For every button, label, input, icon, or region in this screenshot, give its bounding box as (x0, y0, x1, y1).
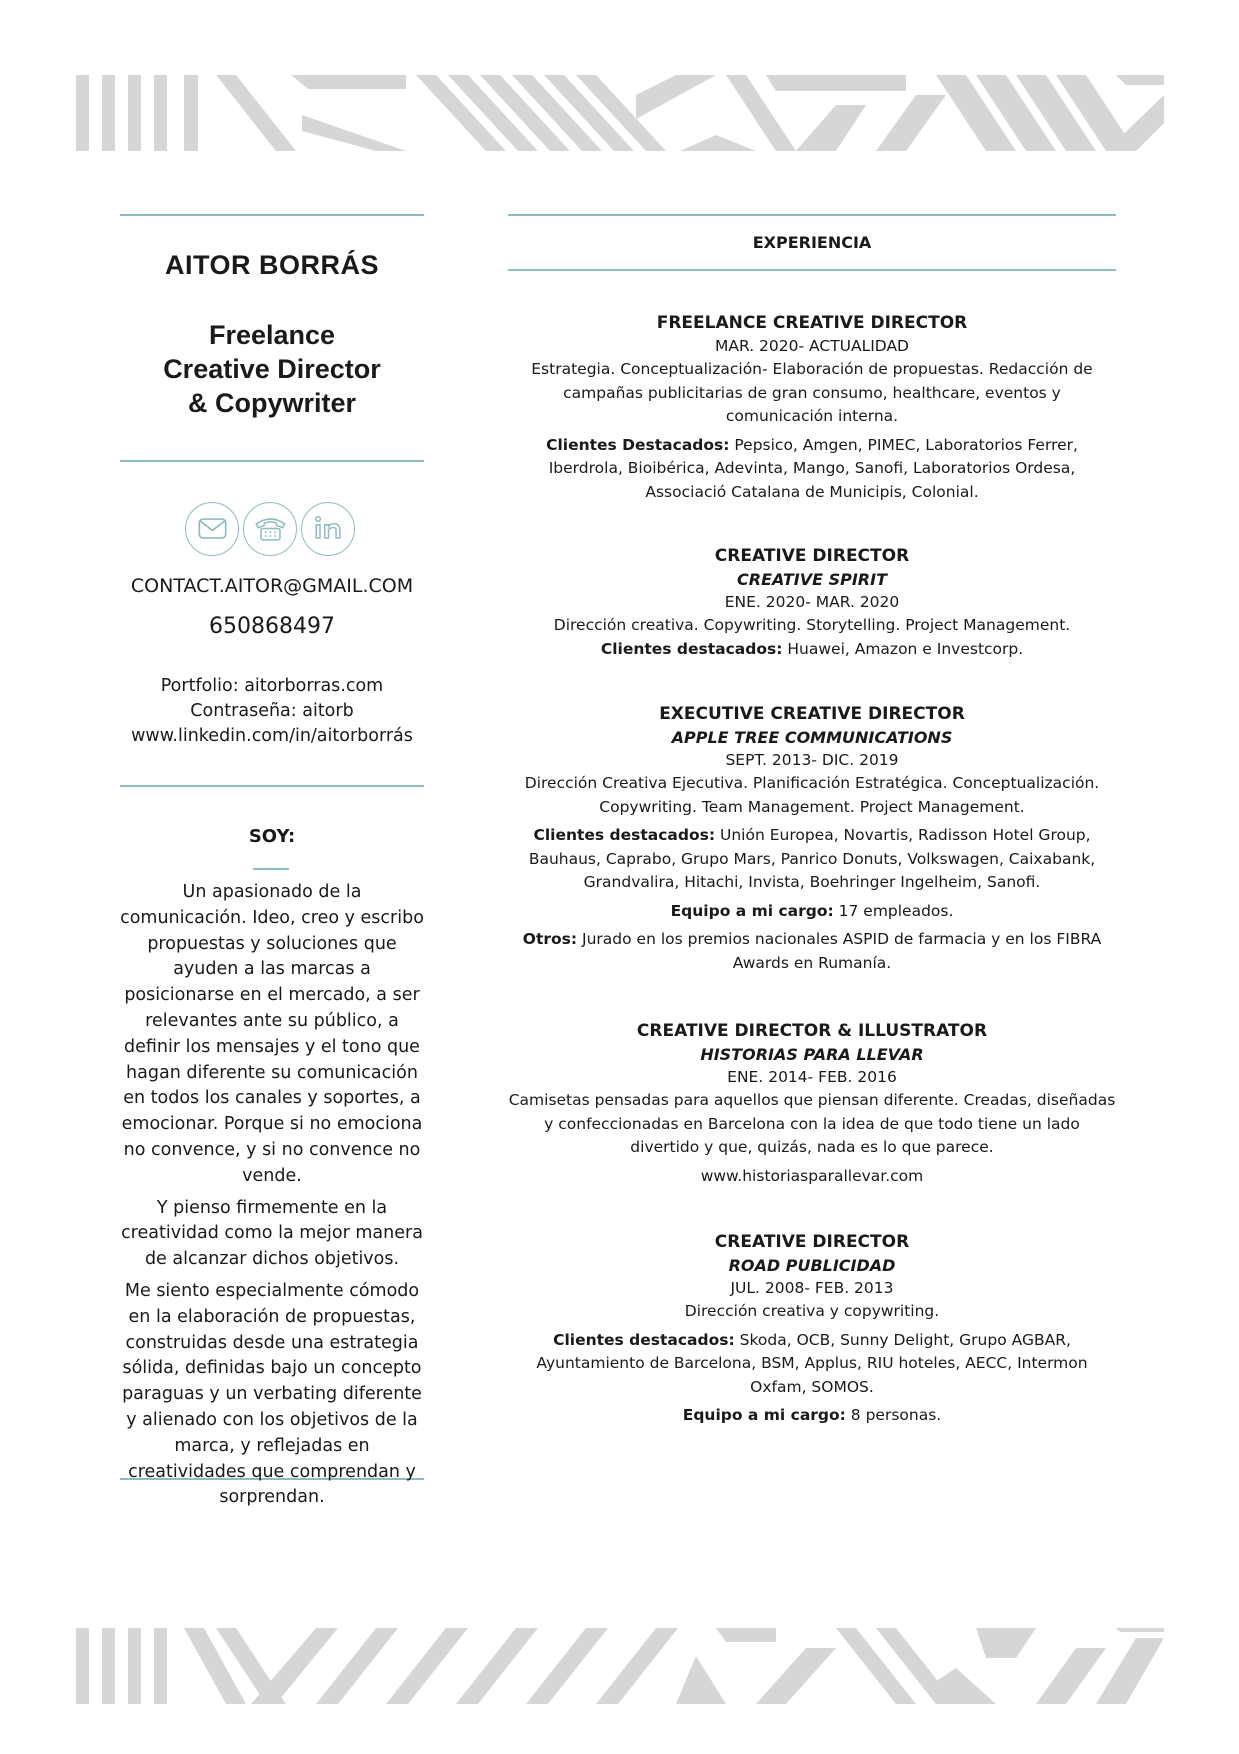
clients-label: Clientes destacados: (533, 826, 716, 844)
job-clients (508, 434, 1116, 505)
clients-list: Unión Europea, Novartis, Radisson Hotel Group, Bauhaus, Caprabo, Grupo Mars, Panrico Donuts, Volkswagen, Caixabank, Grandvalira, Hitachi, Invista, Boehringer Ingelheim, Sanofi. (528, 826, 1096, 891)
other-label: Otros: (522, 930, 578, 948)
profile-name: AITOR BORRÁS (164, 250, 379, 280)
team-label: Equipo a mi cargo: (670, 901, 834, 920)
linkedin-icon[interactable] (301, 502, 355, 556)
job-title: CREATIVE DIRECTOR (714, 1232, 910, 1252)
contact-email[interactable]: CONTACT.AITOR@GMAIL.COM (130, 575, 414, 597)
job-title: CREATIVE DIRECTOR (714, 546, 910, 566)
left-rule-top (120, 214, 424, 216)
job-website[interactable]: www.historiasparallevar.com (700, 1166, 924, 1185)
contact-phone[interactable]: 650868497 (209, 614, 335, 639)
contact-icons (185, 502, 359, 562)
job-entry (508, 1020, 1116, 1188)
team-size: 8 personas. (845, 1406, 942, 1424)
team-label: Equipo a mi cargo: (682, 1406, 846, 1424)
profile-role (120, 318, 424, 420)
job-other (508, 928, 1116, 975)
job-clients (508, 1329, 1116, 1400)
clients-list: Huawei, Amazon e Investcorp. (782, 639, 1024, 658)
job-title: CREATIVE DIRECTOR & ILLUSTRATOR (636, 1021, 988, 1041)
job-company: APPLE TREE COMMUNICATIONS (671, 728, 953, 747)
clients-list: Pepsico, Amgen, PIMEC, Laboratorios Ferrer, Iberdrola, Bioibérica, Adevinta, Mango, Sanofi, Laboratorios Ordesa, Associació Catalana de Municipis, Colonial. (548, 435, 1078, 501)
about-text (118, 880, 426, 1517)
job-description: Dirección Creativa Ejecutiva. Planificación Estratégica. Conceptualización. Copywriting. Team Management. Project Management. (524, 774, 1100, 816)
about-paragraph: Me siento especialmente cómodo en la elaboración de propuestas, construidas desde una estrategia sólida, definidas bajo un concepto paraguas y un verbating diferente y alienado con los objetivos de la marca, y reflejadas en creatividades que comprendan y sorprendan. (122, 1280, 422, 1508)
job-clients (508, 824, 1116, 895)
about-paragraph: Un apasionado de la comunicación. Ideo, creo y escribo propuestas y soluciones que ayuden a las marcas a posicionarse en el mercado, a ser relevantes ante su público, a definir los mensajes y el tono que hagan diferente su comunicación en todos los canales y soportes, a emocionar. Porque si no emociona no convence, y si no convence no vende. (120, 882, 424, 1186)
job-description: Dirección creativa y copywriting. (684, 1302, 940, 1320)
about-paragraph: Y pienso firmemente en la creatividad como la mejor manera de alcanzar dichos objetivos. (121, 1197, 423, 1270)
left-rule-3 (120, 785, 424, 787)
right-rule-top (508, 214, 1116, 216)
phone-icon[interactable] (243, 502, 297, 556)
mail-icon[interactable] (185, 502, 239, 556)
right-rule-2 (508, 269, 1116, 271)
role-line: & Copywriter (187, 388, 357, 418)
top-stripe-band (76, 75, 1164, 151)
job-clients (508, 638, 1116, 662)
role-line: Freelance (208, 320, 336, 350)
other-text: Jurado en los premios nacionales ASPID de farmacia y en los FIBRA Awards en Rumanía. (577, 930, 1102, 972)
job-dates: SEPT. 2013- DIC. 2019 (725, 751, 899, 769)
team-size: 17 empleados. (833, 901, 954, 920)
job-company: CREATIVE SPIRIT (737, 570, 887, 589)
job-company: ROAD PUBLICIDAD (728, 1256, 896, 1275)
job-entry (508, 545, 1116, 661)
about-heading: SOY: (248, 826, 296, 847)
job-team (508, 900, 1116, 924)
contact-links (120, 674, 424, 749)
job-company: HISTORIAS PARA LLEVAR (700, 1045, 924, 1064)
job-entry (508, 1231, 1116, 1428)
clients-label: Clientes destacados: (553, 1330, 735, 1349)
job-entry (508, 703, 1116, 975)
job-dates: ENE. 2020- MAR. 2020 (724, 593, 900, 611)
clients-list: Skoda, OCB, Sunny Delight, Grupo AGBAR, Ayuntamiento de Barcelona, BSM, Applus, RIU hoteles, AECC, Intermon Oxfam, SOMOS. (536, 1330, 1088, 1396)
linkedin-link[interactable]: www.linkedin.com/in/aitorborrás (131, 726, 413, 746)
left-rule-2 (120, 460, 424, 462)
job-description: Dirección creativa. Copywriting. Storytelling. Project Management. (553, 616, 1071, 634)
about-divider (253, 868, 289, 870)
job-description: Camisetas pensadas para aquellos que piensan diferente. Creadas, diseñadas y confeccionadas en Barcelona con la idea de que todo tiene un lado divertido y que, quizás, nada es lo que parece. (508, 1091, 1116, 1156)
job-entry (508, 312, 1116, 504)
experience-heading: EXPERIENCIA (752, 233, 872, 252)
job-title: EXECUTIVE CREATIVE DIRECTOR (659, 704, 965, 724)
bottom-stripe-band (76, 1628, 1164, 1704)
portfolio-password: Contraseña: aitorb (190, 701, 354, 721)
job-dates: ENE. 2014- FEB. 2016 (727, 1068, 897, 1086)
job-dates: MAR. 2020- ACTUALIDAD (715, 337, 909, 355)
job-description: Estrategia. Conceptualización- Elaboración de propuestas. Redacción de campañas publicitarias de gran consumo, healthcare, eventos y comunicación interna. (531, 360, 1093, 425)
clients-label: Clientes Destacados: (546, 435, 730, 454)
job-title: FREELANCE CREATIVE DIRECTOR (656, 313, 968, 333)
job-team (508, 1404, 1116, 1428)
job-dates: JUL. 2008- FEB. 2013 (730, 1279, 894, 1297)
role-line: Creative Director (163, 354, 381, 384)
clients-label: Clientes destacados: (600, 639, 783, 658)
portfolio-link[interactable]: Portfolio: aitorborras.com (160, 676, 384, 696)
